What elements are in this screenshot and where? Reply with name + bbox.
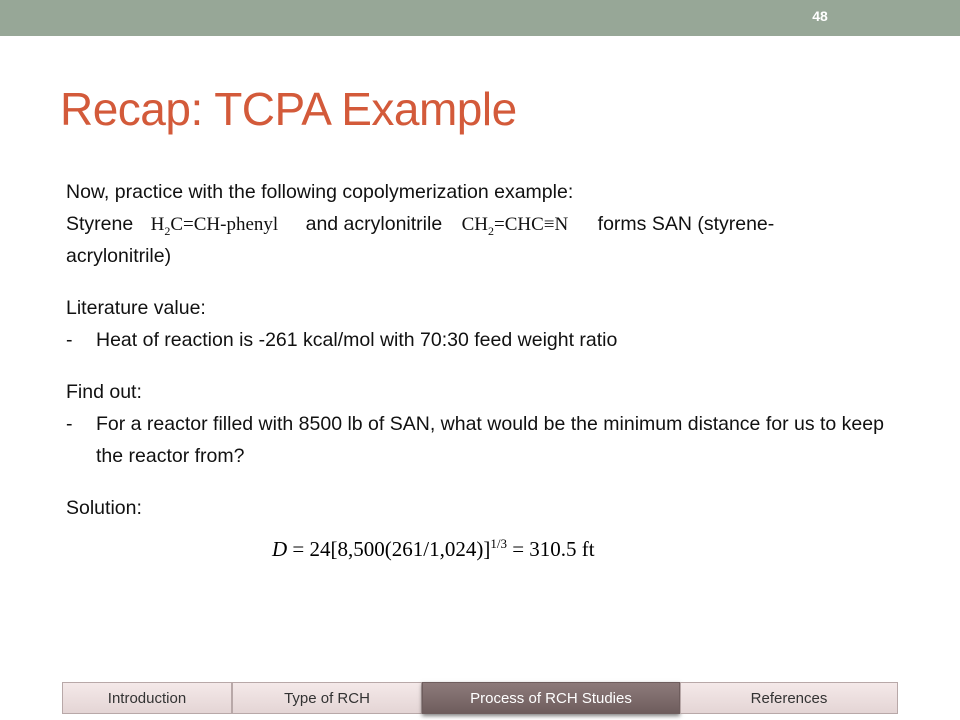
styrene-formula: $H_2C=CH$-phenyl (150, 214, 279, 238)
find-heading: Find out: (66, 381, 142, 403)
slide-body (66, 176, 916, 524)
monomer-line (66, 208, 916, 240)
and-label: and acrylonitrile (305, 213, 443, 235)
find-bullet-text: For a reactor filled with 8500 lb of SAN, what would be the minimum distance for us to keep the reactor from? (96, 413, 884, 467)
styrene-label: Styrene (66, 213, 134, 235)
find-bullet (66, 408, 916, 472)
literature-heading: Literature value: (66, 297, 206, 319)
formula-exponent: 1/3 (490, 536, 507, 551)
solution-heading: Solution: (66, 497, 142, 519)
distance-formula (272, 536, 595, 562)
forms-label: forms SAN (styrene- (597, 213, 775, 235)
formula-result: = 310.5 ft (506, 537, 595, 561)
forms-continuation: acrylonitrile) (66, 245, 172, 267)
acrylonitrile-formula: $CH_2=CHC\equiv N$ (461, 214, 569, 238)
intro-line: Now, practice with the following copolymerization example: (66, 181, 574, 203)
literature-bullet (66, 324, 916, 356)
bullet-dash: - (66, 413, 73, 435)
nav-tab-references[interactable]: References (680, 682, 898, 714)
slide-title: Recap: TCPA Example (60, 83, 517, 135)
nav-tab-process-of-rch-studies[interactable]: Process of RCH Studies (422, 682, 680, 714)
page-number: 48 (812, 8, 828, 24)
literature-bullet-text: Heat of reaction is -261 kcal/mol with 70:30 feed weight ratio (96, 329, 618, 351)
formula-body: = 24[8,500(261/1,024)] (287, 537, 491, 561)
formula-variable: D (272, 537, 288, 561)
nav-tab-type-of-rch[interactable]: Type of RCH (232, 682, 422, 714)
bullet-dash: - (66, 329, 73, 351)
nav-tab-introduction[interactable]: Introduction (62, 682, 232, 714)
section-nav (62, 682, 898, 714)
